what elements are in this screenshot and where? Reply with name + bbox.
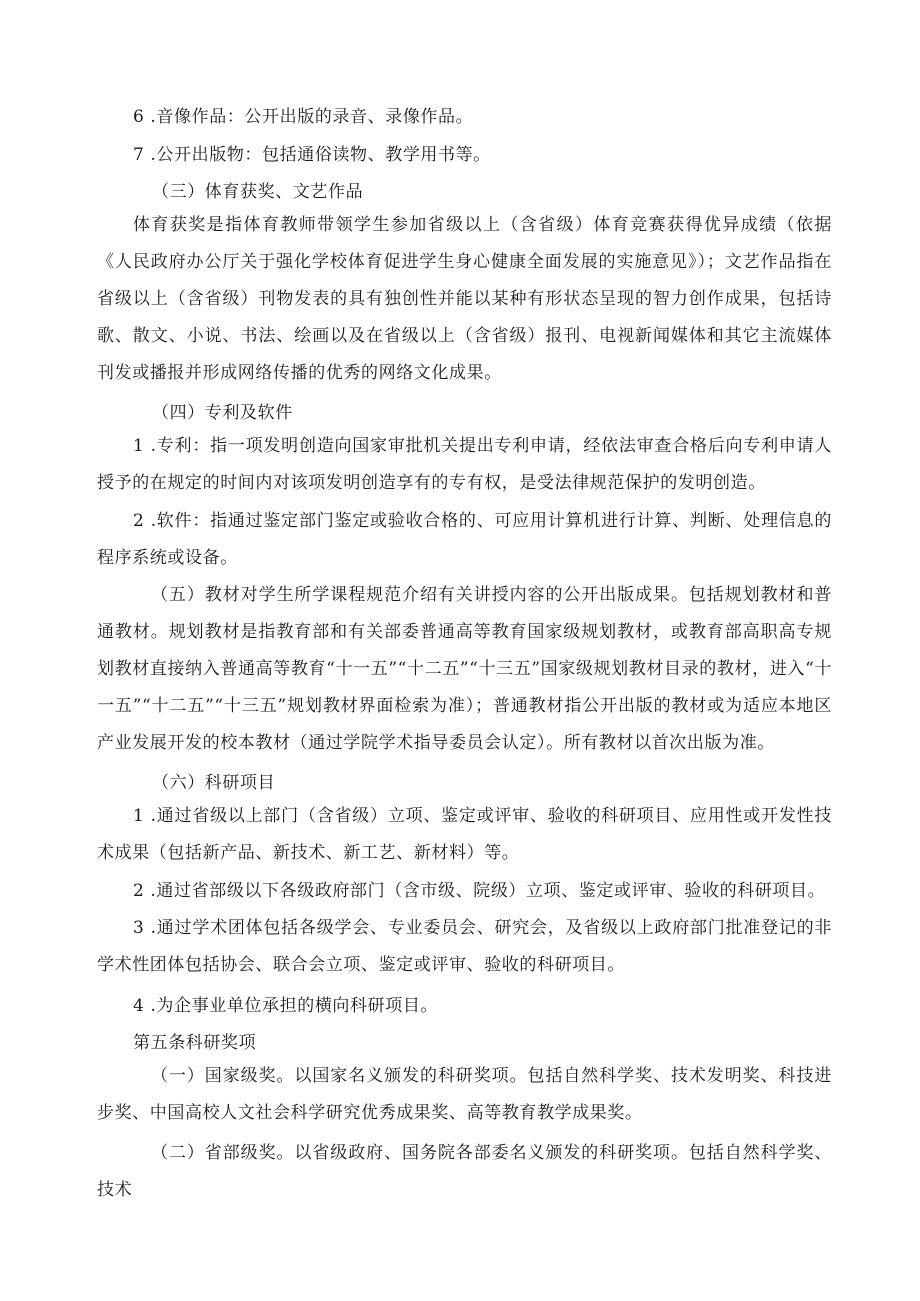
paragraph-provincial-award: （二）省部级奖。以省级政府、国务院各部委名义颁发的科研奖项。包括自然科学奖、技术: [97, 1143, 832, 1200]
paragraph-sports-arts: 体育获奖是指体育教师带领学生参加省级以上（含省级）体育竞赛获得优异成绩（依据《人民政府办公厅关于强化学校体育促进学生身心健康全面发展的实施意见》）；文艺作品指在省级以上（含省级）刊物发表的具有独创性并能以某种有形状态呈现的智力创作成果，包括诗歌、散文、小说、书法、绘画以及在省级以上（含省级）报刊、电视新闻媒体和其它主流媒体刊发或播报并形成网络传播的优秀的网络文化成果。: [97, 215, 832, 383]
item-horizontal-projects: 4 .为企事业单位承担的横向科研项目。: [133, 996, 439, 1016]
item-audio-video-works: 6 .音像作品：公开出版的录音、录像作品。: [133, 107, 474, 127]
paragraph-project-provincial: 1 .通过省级以上部门（含省级）立项、鉴定或评审、验收的科研项目、应用性或开发性技术成果（包括新产品、新技术、新工艺、新材料）等。: [97, 806, 832, 863]
paragraph-project-below-provincial: 2 .通过省部级以下各级政府部门（含市级、院级）立项、鉴定或评审、验收的科研项目。: [133, 881, 826, 901]
section-heading-research-projects: （六）科研项目: [152, 773, 276, 793]
item-public-publications: 7 .公开出版物：包括通俗读物、教学用书等。: [133, 145, 491, 165]
paragraph-software: 2 .软件：指通过鉴定部门鉴定或验收合格的、可应用计算机进行计算、判断、处理信息的程序系统或设备。: [97, 511, 832, 568]
paragraph-textbooks: （五）教材对学生所学课程规范介绍有关讲授内容的公开出版成果。包括规划教材和普通教材。规划教材是指教育部和有关部委普通高等教育国家级规划教材，或教育部高职高专规划教材直接纳入普通高等教育“十一五”“十二五”“十三五”国家级规划教材目录的教材，进入“十一五”“十二五”“十三五”规划教材界面检索为准）；普通教材指公开出版的教材或为适应本地区产业发展开发的校本教材（通过学院学术指导委员会认定）。所有教材以首次出版为准。: [97, 585, 832, 753]
paragraph-patent: 1 .专利：指一项发明创造向国家审批机关提出专利申请，经依法审查合格后向专利申请人授予的在规定的时间内对该项发明创造享有的专有权，是受法律规范保护的发明创造。: [97, 436, 832, 493]
paragraph-project-academic-groups: 3 .通过学术团体包括各级学会、专业委员会、研究会，及省级以上政府部门批准登记的非学术性团体包括协会、联合会立项、鉴定或评审、验收的科研项目。: [97, 918, 832, 975]
section-heading-sports-arts: （三）体育获奖、文艺作品: [152, 182, 364, 202]
article-heading-awards: 第五条科研奖项: [133, 1033, 257, 1053]
section-heading-patents-software: （四）专利及软件: [152, 403, 293, 423]
paragraph-national-award: （一）国家级奖。以国家名义颁发的科研奖项。包括自然科学奖、技术发明奖、科技进步奖、中国高校人文社会科学研究优秀成果奖、高等教育教学成果奖。: [97, 1066, 832, 1123]
